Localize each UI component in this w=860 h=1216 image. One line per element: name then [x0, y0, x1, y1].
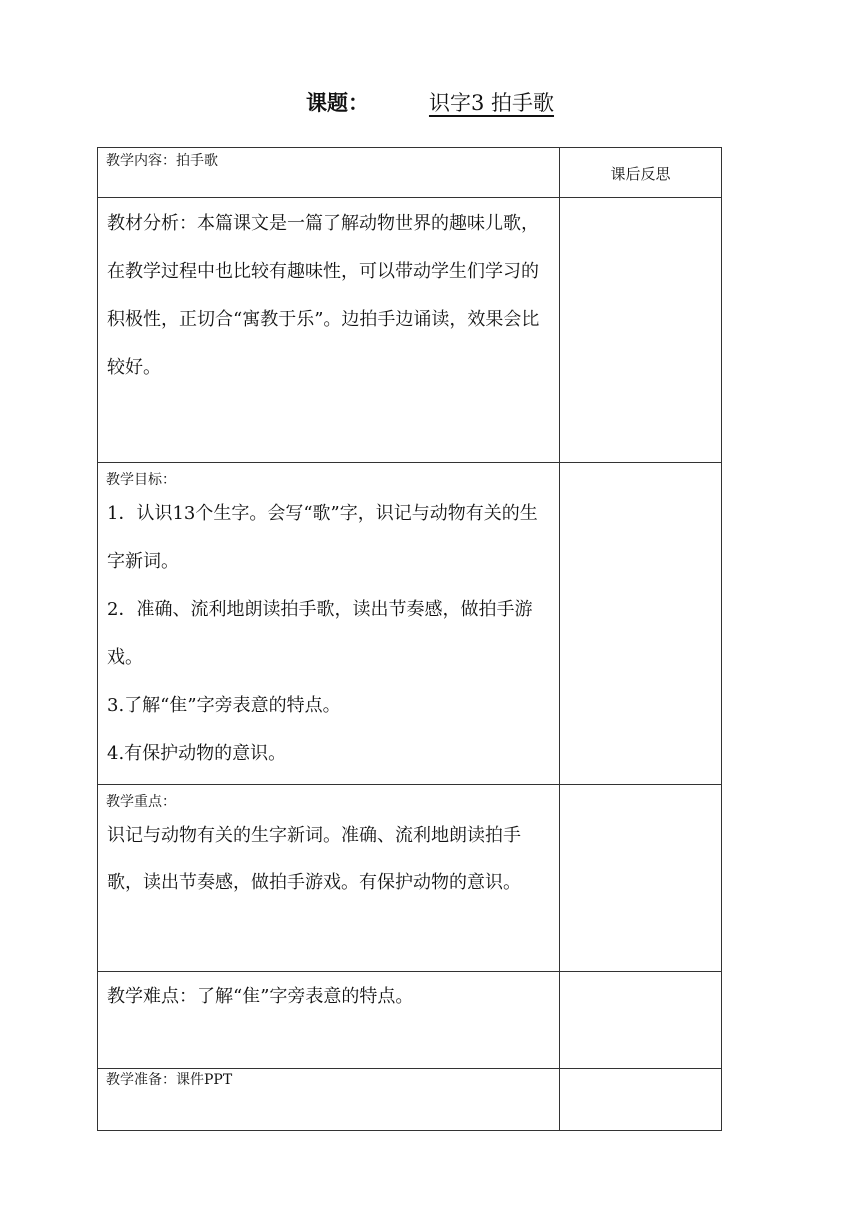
reflection-cell	[560, 1069, 722, 1131]
objective-item: 4.有保护动物的意识。	[107, 743, 287, 764]
reflection-header-cell	[560, 148, 722, 198]
objectives-row	[98, 463, 722, 785]
difficulties-cell	[98, 972, 560, 1069]
title-label: 课题：	[305, 91, 369, 115]
key-points-row	[98, 785, 722, 972]
preparation-cell	[98, 1069, 560, 1131]
reflection-cell	[560, 198, 722, 463]
objectives-label: 教学目标：	[106, 472, 176, 488]
objective-item: 3.了解“隹”字旁表意的特点。	[107, 695, 341, 716]
teaching-preparation: 教学准备：课件PPT	[106, 1072, 233, 1088]
teaching-content: 教学内容：拍手歌	[106, 153, 218, 169]
title-value: 识字3 拍手歌	[428, 91, 555, 115]
teaching-difficulties: 教学难点：了解“隹”字旁表意的特点。	[107, 986, 414, 1007]
key-points-label: 教学重点：	[106, 794, 176, 810]
objective-item: 2．准确、流利地朗读拍手歌，读出节奏感，做拍手游戏。	[107, 599, 533, 668]
content-cell	[98, 148, 560, 198]
reflection-cell	[560, 972, 722, 1069]
reflection-header: 课后反思	[610, 165, 671, 183]
key-points-cell	[98, 785, 560, 972]
header-row	[98, 148, 722, 198]
difficulties-row	[98, 972, 722, 1069]
analysis-row	[98, 198, 722, 463]
analysis-cell	[98, 198, 560, 463]
lesson-title	[0, 88, 860, 118]
objectives-list	[98, 490, 559, 778]
material-analysis: 教材分析：本篇课文是一篇了解动物世界的趣味儿歌，在教学过程中也比较有趣味性，可以带动学生们学习的积极性，正切合“寓教于乐”。边拍手边诵读，效果会比较好。	[107, 213, 540, 378]
key-points-text: 识记与动物有关的生字新词。准确、流利地朗读拍手歌，读出节奏感，做拍手游戏。有保护动物的意识。	[107, 825, 521, 893]
preparation-row	[98, 1069, 722, 1131]
reflection-cell	[560, 785, 722, 972]
objectives-cell	[98, 463, 560, 785]
objective-item: 1．认识13个生字。会写“歌”字，识记与动物有关的生字新词。	[107, 503, 538, 572]
reflection-cell	[560, 463, 722, 785]
lesson-plan-table	[97, 147, 722, 1131]
